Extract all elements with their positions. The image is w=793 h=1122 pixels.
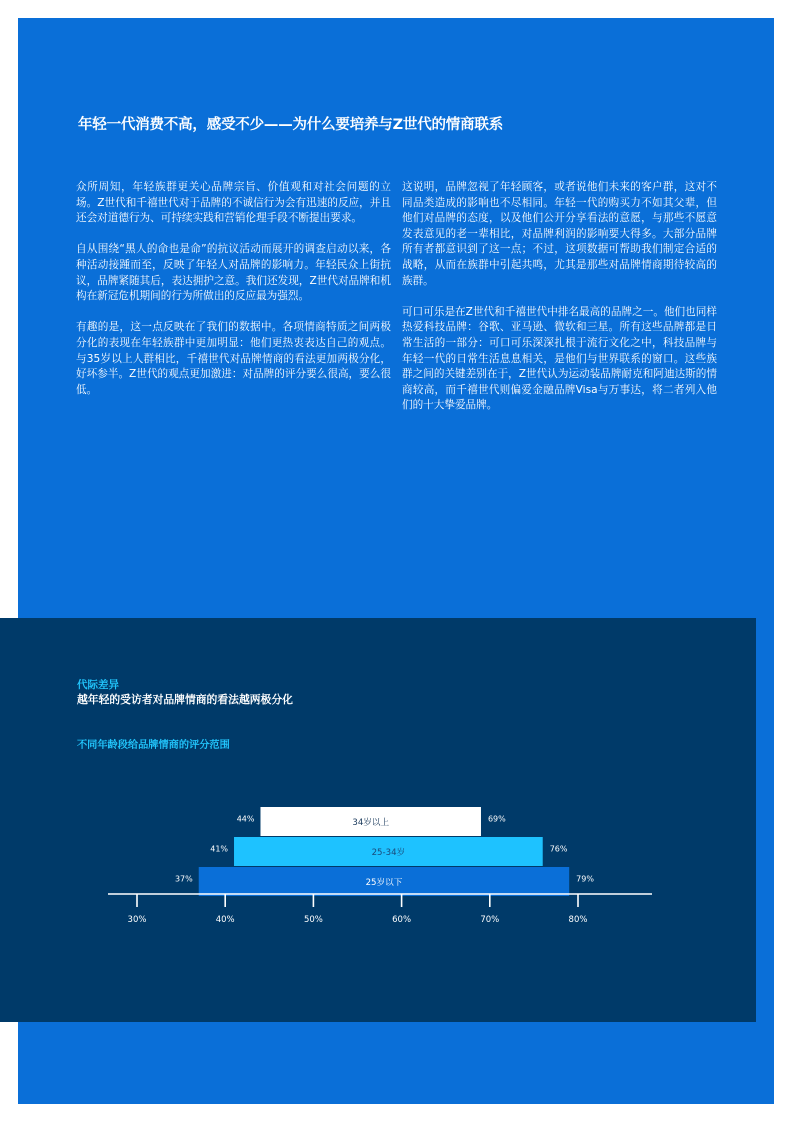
low-value-label: 41% [210, 844, 229, 854]
paragraph: 可口可乐是在Z世代和千禧世代中排名最高的品牌之一。他们也同样热爱科技品牌：谷歌、亚马逊、微软和三星。所有这些品牌都是日常生活的一部分：可口可乐深深扎根于流行文化之中，科技品牌与年轻一代的日常生活息息相关，是他们与世界联系的窗口。这些族群之间的关键差别在于，Z世代认为运动装品牌耐克和阿迪达斯的情商较高，而千禧世代则偏爱金融品牌Visa与万事达，将二者列入他们的十大挚爱品牌。 [402, 305, 717, 412]
high-value-label: 69% [487, 814, 506, 824]
chart-subtitle: 不同年龄段给品牌情商的评分范围 [77, 740, 230, 751]
x-tick-label: 30% [127, 915, 147, 925]
x-tick-label: 80% [568, 915, 588, 925]
x-tick-label: 50% [303, 915, 323, 925]
bar-label: 34岁以上 [352, 818, 390, 828]
bar-label: 25-34岁 [371, 848, 406, 858]
low-value-label: 37% [174, 874, 193, 884]
paragraph: 有趣的是，这一点反映在了我们的数据中。各项情商特质之间两极分化的表现在年轻族群中更加明显：他们更热衷表达自己的观点。与35岁以上人群相比，千禧世代对品牌情商的看法更加两极分化，好坏参半。Z世代的观点更加激进：对品牌的评分要么很高，要么很低。 [76, 321, 391, 396]
x-tick-label: 70% [480, 915, 500, 925]
paragraph: 这说明，品牌忽视了年轻顾客，或者说他们未来的客户群，这对不同品类造成的影响也不尽相同。年轻一代的购买力不如其父辈，但他们对品牌的态度，以及他们公开分享看法的意愿，与那些不愿意发表意见的老一辈相比，对品牌利润的影响要大得多。大部分品牌所有者都意识到了这一点；不过，这项数据可帮助我们制定合适的战略，从而在族群中引起共鸣，尤其是那些对品牌情商期待较高的族群。 [402, 181, 717, 287]
x-tick-label: 60% [392, 915, 412, 925]
high-value-label: 79% [576, 874, 594, 884]
low-value-label: 44% [236, 814, 255, 824]
paragraph: 自从围绕“黑人的命也是命”的抗议活动而展开的调查启动以来，各种活动接踵而至，反映了年轻人对品牌的影响力。年轻民众上街抗议，品牌紧随其后，表达拥护之意。我们还发现，Z世代对品牌和机构在新冠危机期间的行为所做出的反应最为强烈。 [76, 243, 391, 303]
chart-title: 越年轻的受访者对品牌情商的看法越两极分化 [77, 693, 293, 706]
high-value-label: 76% [549, 844, 568, 854]
chart-kicker: 代际差异 [77, 679, 119, 691]
page-title: 年轻一代消费不高，感受不少——为什么要培养与Z世代的情商联系 [78, 117, 504, 133]
bar-label: 25岁以下 [365, 878, 403, 888]
x-tick-label: 40% [215, 915, 235, 925]
paragraph: 众所周知，年轻族群更关心品牌宗旨、价值观和对社会问题的立场。Z世代和千禧世代对于品牌的不诚信行为会有迅速的反应，并且还会对道德行为、可持续实践和营销伦理手段不断提出要求。 [76, 181, 391, 225]
